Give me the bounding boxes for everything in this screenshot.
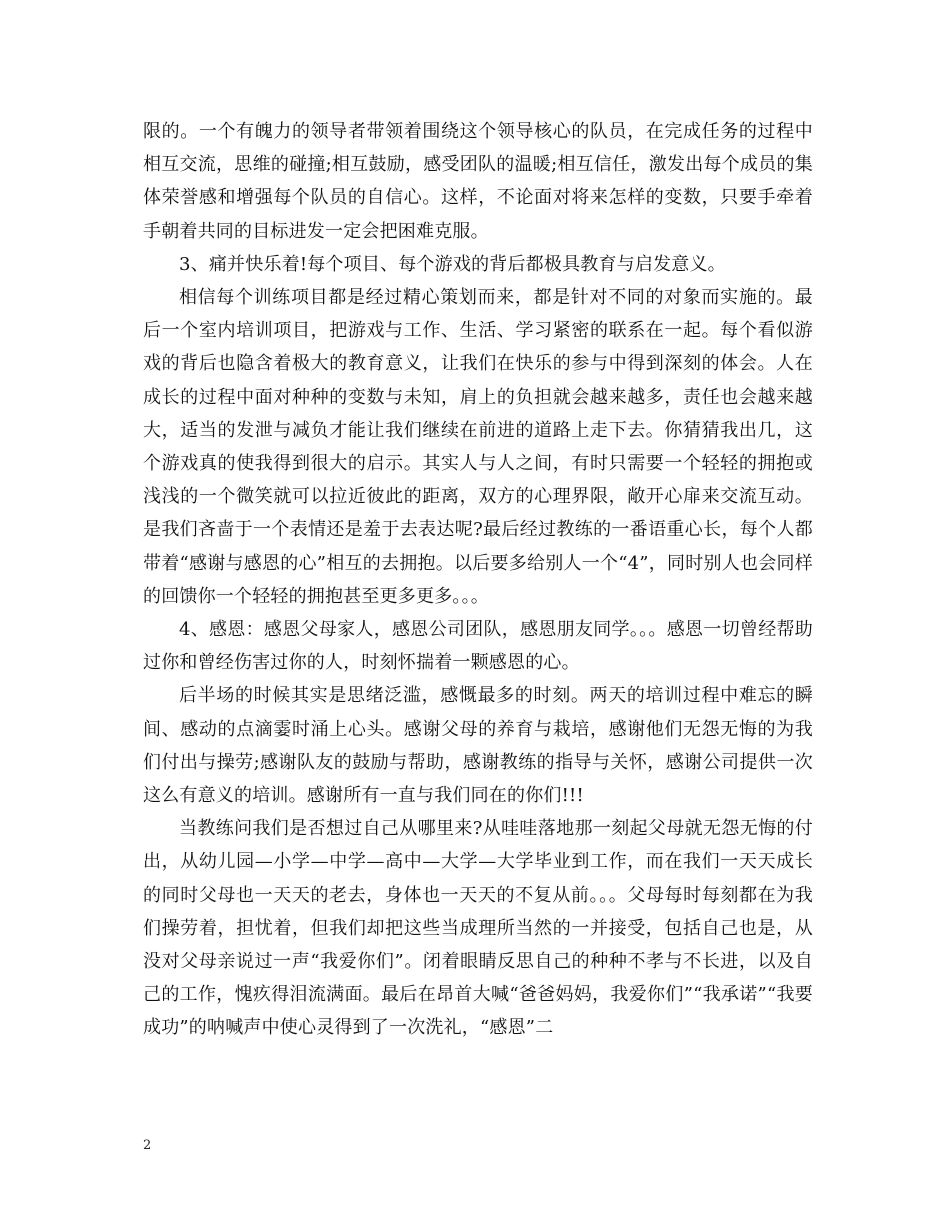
page-number: 2	[143, 1138, 152, 1153]
paragraph-1: 限的。一个有魄力的领导者带领着围绕这个领导核心的队员，在完成任务的过程中相互交流，思维的碰撞;相互鼓励，感受团队的温暖;相互信任，激发出每个成员的集体荣誉感和增强每个队员的自信心。这样，不论面对将来怎样的变数，只要手牵着手朝着共同的目标进发一定会把困难克服。	[143, 121, 813, 242]
paragraph-3: 相信每个训练项目都是经过精心策划而来，都是针对不同的对象而实施的。最后一个室内培训项目，把游戏与工作、生活、学习紧密的联系在一起。每个看似游戏的背后也隐含着极大的教育意义，让我们在快乐的参与中得到深刻的体会。人在成长的过程中面对种种的变数与未知，肩上的负担就会越来越多，责任也会越来越大，适当的发泄与减负才能让我们继续在前进的道路上走下去。你猜猜我出几，这个游戏真的使我得到很大的启示。其实人与人之间，有时只需要一个轻轻的拥抱或浅浅的一个微笑就可以拉近彼此的距离，双方的心理界限，敞开心扉来交流互动。是我们吝啬于一个表情还是羞于去表达呢?最后经过教练的一番语重心长，每个人都带着“感谢与感恩的心”相互的去拥抱。以后要多给别人一个“4”，同时别人也会同样的回馈你一个轻轻的拥抱甚至更多更多。。。	[143, 287, 813, 607]
paragraph-2: 3、痛并快乐着!每个项目、每个游戏的背后都极具教育与启发意义。	[179, 253, 726, 275]
paragraph-4: 4、感恩：感恩父母家人，感恩公司团队，感恩朋友同学。。。感恩一切曾经帮助过你和曾经伤害过你的人，时刻怀揣着一颗感恩的心。	[143, 619, 813, 674]
paragraph-6: 当教练问我们是否想过自己从哪里来?从哇哇落地那一刻起父母就无怨无悔的付出，从幼儿园—小学—中学—高中—大学—大学毕业到工作，而在我们一天天成长的同时父母也一天天的老去，身体也一天天的不复从前。。。父母每时每刻都在为我们操劳着，担忧着，但我们却把这些当成理所当然的一并接受，包括自己也是，从没对父母亲说过一声“我爱你们”。闭着眼睛反思自己的种种不孝与不长进，以及自己的工作，愧疚得泪流满面。最后在昂首大喊“爸爸妈妈，我爱你们”“我承诺”“我要成功”的呐喊声中使心灵得到了一次洗礼，“感恩”二	[143, 818, 813, 1039]
paragraph-5: 后半场的时候其实是思绪泛滥，感慨最多的时刻。两天的培训过程中难忘的瞬间、感动的点滴霎时涌上心头。感谢父母的养育与栽培，感谢他们无怨无悔的为我们付出与操劳;感谢队友的鼓励与帮助，感谢教练的指导与关怀，感谢公司提供一次这么有意义的培训。感谢所有一直与我们同在的你们!!!	[143, 685, 813, 807]
document-body	[143, 115, 813, 1045]
